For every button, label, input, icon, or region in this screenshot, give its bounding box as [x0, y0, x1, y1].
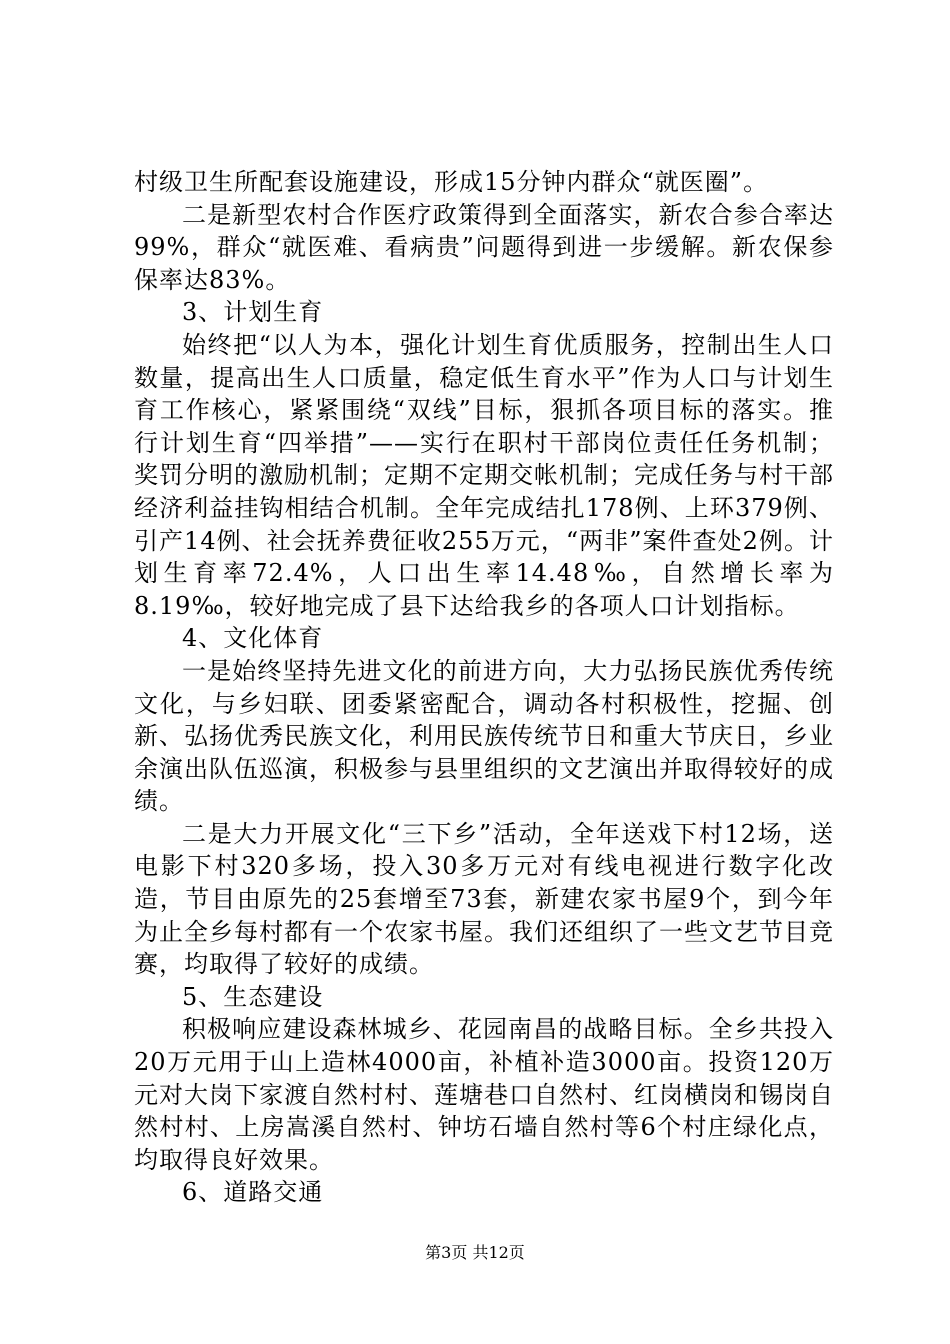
paragraph-medical-circle: 村级卫生所配套设施建设，形成15分钟内群众“就医圈”。	[134, 168, 769, 196]
section-heading-roads: 6、道路交通	[182, 1178, 324, 1207]
section-heading-family-planning: 3、计划生育	[182, 298, 324, 327]
page-footer	[0, 1243, 950, 1263]
paragraph-ecology: 积极响应建设森林城乡、花园南昌的战略目标。全乡共投入20万元用于山上造林4000亩，补植补造3000亩。投资120万元对大岗下家渡自然村村、莲塘巷口自然村、红岗横岗和锡岗自然村村、上房嵩溪自然村、钟坊石墙自然村等6个村庄绿化点，均取得良好效果。	[134, 1015, 834, 1174]
section-heading-culture-sports: 4、文化体育	[182, 624, 324, 653]
paragraph-culture-one: 一是始终坚持先进文化的前进方向，大力弘扬民族优秀传统文化，与乡妇联、团委紧密配合，调动各村积极性，挖掘、创新、弘扬优秀民族文化，利用民族传统节日和重大节庆日，乡业余演出队伍巡演，积极参与县里组织的文艺演出并取得较好的成绩。	[134, 656, 834, 816]
page-number-label: 第3页 共12页	[425, 1243, 525, 1262]
paragraph-rural-cooperative-medical: 二是新型农村合作医疗政策得到全面落实，新农合参合率达99%，群众“就医难、看病贵”问题得到进一步缓解。新农保参保率达83%。	[134, 200, 834, 294]
paragraph-family-planning: 始终把“以人为本，强化计划生育优质服务，控制出生人口数量，提高出生人口质量，稳定低生育水平”作为人口与计划生育工作核心，紧紧围绕“双线”目标，狠抓各项目标的落实。推行计划生育“四举措”——实行在职村干部岗位责任任务机制；奖罚分明的激励机制；定期不定期交帐机制；完成任务与村干部经济利益挂钩相结合机制。全年完成结扎178例、上环379例、引产14例、社会抚养费征收255万元，“两非”案件查处2例。计划生育率72.4%，人口出生率14.48‰，自然增长率为8.19‰，较好地完成了县下达给我乡的各项人口计划指标。	[134, 330, 834, 620]
paragraph-culture-two: 二是大力开展文化“三下乡”活动，全年送戏下村12场，送电影下村320多场，投入30多万元对有线电视进行数字化改造，节目由原先的25套增至73套，新建农家书屋9个，到今年为止全乡每村都有一个农家书屋。我们还组织了一些文艺节目竞赛，均取得了较好的成绩。	[134, 819, 834, 979]
section-heading-ecology: 5、生态建设	[182, 982, 324, 1011]
document-body	[134, 166, 834, 1209]
